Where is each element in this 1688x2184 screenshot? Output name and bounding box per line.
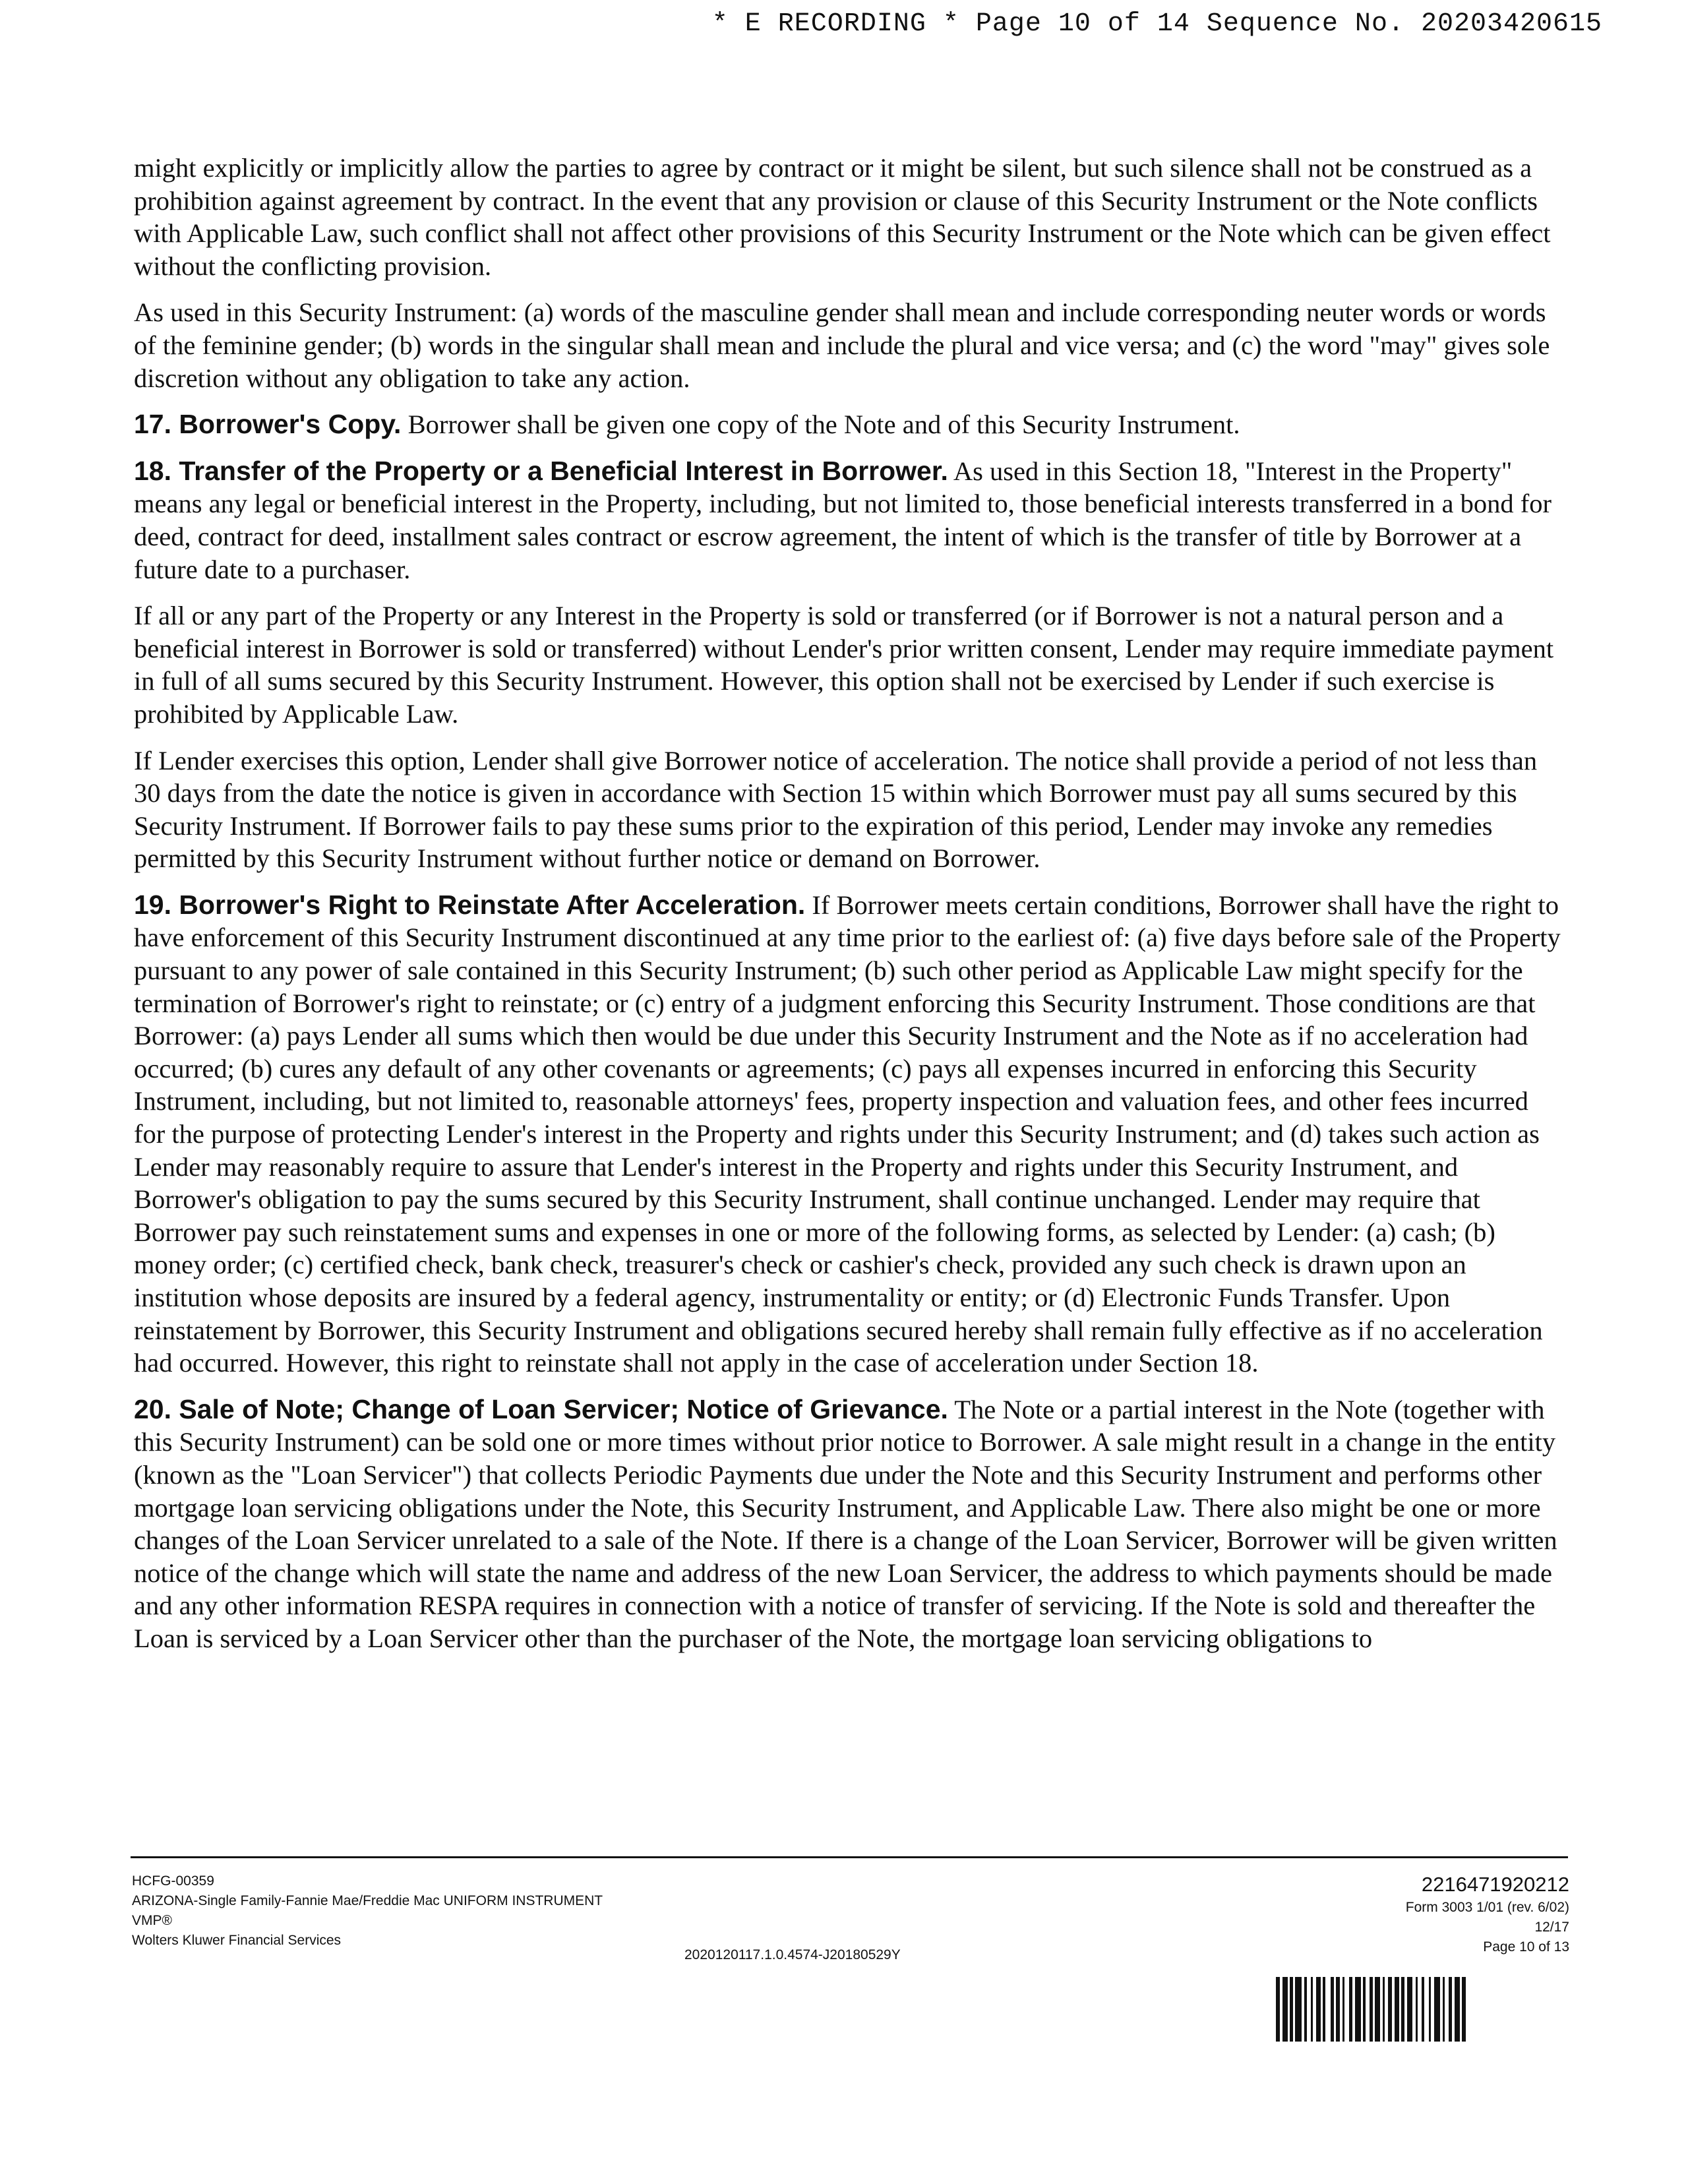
barcode-bar: [1434, 1977, 1440, 2042]
barcode-bar: [1295, 1977, 1302, 2042]
barcode-bar: [1455, 1977, 1460, 2042]
section-18: [134, 455, 1565, 586]
barcode-bar: [1424, 1977, 1429, 2042]
section-20: [134, 1393, 1565, 1655]
footer-vmp: VMP®: [132, 1913, 172, 1928]
footer-divider: [131, 1856, 1568, 1858]
recording-header: * E RECORDING * Page 10 of 14 Sequence No. 20203420615: [711, 9, 1602, 39]
barcode-bar: [1375, 1977, 1380, 2042]
document-body: [134, 152, 1565, 1669]
footer-form-id: HCFG-00359: [132, 1873, 214, 1889]
section-19-text: If Borrower meets certain conditions, Borrower shall have the right to have enforcement of this Security Instrument discontinued at any time prior to the earliest of: (a) five days before sale of the Property pursuant to any power of sale contained in this Security Instrument; (b) such other period as Applicable Law might specify for the termination of Borrower's right to reinstate; or (c) entry of a judgment enforcing this Security Instrument. Those conditions are that Borrower: (a) pays Lender all sums which then would be due under this Security Instrument and the Note as if no acceleration had occurred; (b) cures any default of any other covenants or agreements; (c) pays all expenses incurred in enforcing this Security Instrument, including, but not limited to, reasonable attorneys' fees, property inspection and valuation fees, and other fees incurred for the purpose of protecting Lender's interest in the Property and rights under this Security Instrument; and (d) takes such action as Lender may reasonably require to assure that Lender's interest in the Property and rights under this Security Instrument, and Borrower's obligation to pay the sums secured by this Security Instrument, shall continue unchanged. Lender may require that Borrower pay such reinstatement sums and expenses in one or more of the following forms, as selected by Lender: (a) cash; (b) money order; (c) certified check, bank check, treasurer's check or cashier's check, provided any such check is drawn upon an institution whose deposits are insured by a federal agency, instrumentality or entity; or (d) Electronic Funds Transfer. Upon reinstatement by Borrower, this Security Instrument and obligations secured hereby shall remain fully effective as if no acceleration had occurred. However, this right to reinstate shall not apply in the case of acceleration under Section 18.: [134, 890, 1561, 1378]
section-17-text: Borrower shall be given one copy of the Note and of this Security Instrument.: [401, 410, 1240, 440]
footer-page-label: Page 10 of 13: [1483, 1939, 1569, 1955]
section-18-heading: 18. Transfer of the Property or a Beneficial Interest in Borrower.: [134, 455, 948, 486]
section-20-heading: 20. Sale of Note; Change of Loan Servicer; Notice of Grievance.: [134, 1393, 948, 1424]
barcode-bar: [1395, 1977, 1399, 2042]
barcode-bar: [1282, 1977, 1288, 2042]
section-18-text: As used in this Section 18, "Interest in the Property" means any legal or beneficial interest in the Property, including, but not limited to, those beneficial interests transferred in a bond for deed, contract for deed, installment sales contract or escrow agreement, the intent of which is the transfer of title by Borrower at a future date to a purchaser.: [134, 456, 1552, 584]
barcode-bar: [1407, 1977, 1412, 2042]
section-17-heading: 17. Borrower's Copy.: [134, 409, 402, 440]
footer-left-block: [132, 1871, 603, 1951]
paragraph-gender-number: As used in this Security Instrument: (a) words of the masculine gender shall mean and include corresponding neuter words or words of the feminine gender; (b) words in the singular shall mean and include the plural and vice versa; and (c) the word "may" gives sole discretion without any obligation to take any action.: [134, 297, 1550, 393]
section-19: [134, 889, 1565, 1380]
barcode-bar: [1355, 1977, 1361, 2042]
footer-publisher: Wolters Kluwer Financial Services: [132, 1933, 342, 1948]
barcode-bar: [1316, 1977, 1321, 2042]
section-18-paragraph-2: If all or any part of the Property or any Interest in the Property is sold or transferred (or if Borrower is not a natural person and a beneficial interest in Borrower is sold or transferred) without Lender's prior written consent, Lender may require immediate payment in full of all sums secured by this Security Instrument. However, this option shall not be exercised by Lender if such exercise is prohibited by Applicable Law.: [134, 601, 1554, 729]
footer-loan-number: 2216471920212: [1421, 1873, 1569, 1896]
section-20-text: The Note or a partial interest in the Note (together with this Security Instrument) can be sold one or more times without prior notice to Borrower. A sale might result in a change in the entity (known as the "Loan Servicer") that collects Periodic Payments due under the Note and this Security Instrument and performs other mortgage loan servicing obligations under the Note, this Security Instrument, and Applicable Law. There also might be one or more changes of the Loan Servicer unrelated to a sale of the Note. If there is a change of the Loan Servicer, Borrower will be given written notice of the change which will state the name and address of the new Loan Servicer, the address to which payments should be made and any other information RESPA requires in connection with a notice of transfer of servicing. If the Note is sold and thereafter the Loan is serviced by a Loan Servicer other than the purchaser of the Note, the mortgage loan servicing obligations to: [134, 1394, 1557, 1653]
barcode-bar: [1325, 1977, 1331, 2042]
section-17: [134, 408, 1565, 441]
paragraph-applicable-law: might explicitly or implicitly allow the parties to agree by contract or it might be silent, but such silence shall not be construed as a prohibition against agreement by contract. In the event that any provision or clause of this Security Instrument or the Note conflicts with Applicable Law, such conflict shall not affect other provisions of this Security Instrument or the Note which can be given effect without the conflicting provision.: [134, 153, 1551, 281]
barcode-bar: [1462, 1977, 1466, 2042]
section-18-paragraph-3: If Lender exercises this option, Lender shall give Borrower notice of acceleration. The notice shall provide a period of not less than 30 days from the date the notice is given in accordance with Section 15 within which Borrower must pay all sums secured by this Security Instrument. If Borrower fails to pay these sums prior to the expiration of this period, Lender may invoke any remedies permitted by this Security Instrument without further notice or demand on Borrower.: [134, 745, 1538, 874]
footer-form-number: Form 3003 1/01 (rev. 6/02): [1405, 1900, 1569, 1915]
barcode-image: [1276, 1977, 1559, 2042]
barcode-bar: [1344, 1977, 1349, 2042]
section-19-heading: 19. Borrower's Right to Reinstate After Acceleration.: [134, 889, 806, 920]
footer-right-block: [1406, 1871, 1569, 1957]
footer-doc-code: 2020120117.1.0.4574-J20180529Y: [684, 1947, 901, 1962]
footer-form-date: 12/17: [1534, 1920, 1569, 1935]
footer-instrument: ARIZONA-Single Family-Fannie Mae/Freddie Mac UNIFORM INSTRUMENT: [132, 1893, 603, 1908]
